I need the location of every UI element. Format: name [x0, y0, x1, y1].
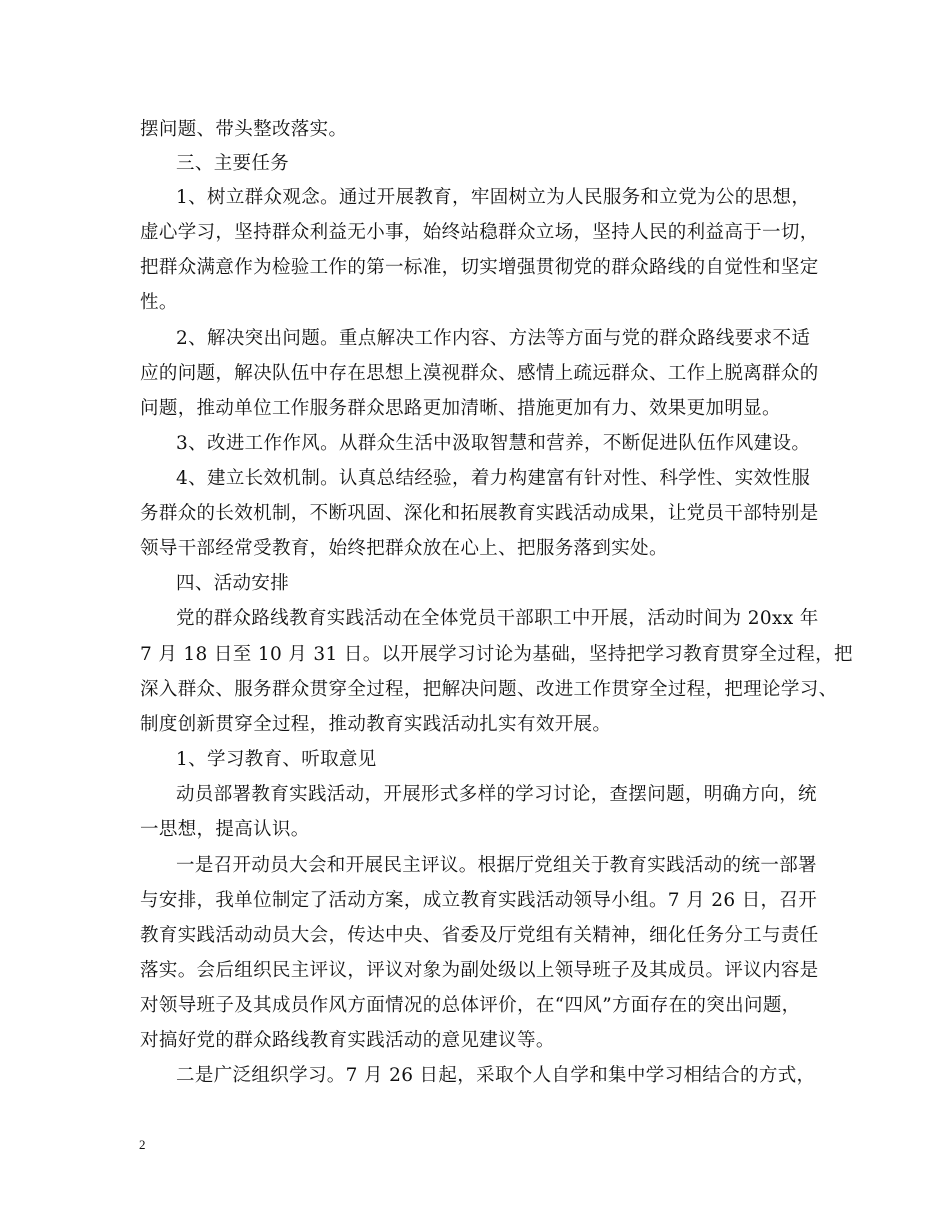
body-line: 落实。会后组织民主评议，评议对象为副处级以上领导班子及其成员。评议内容是	[140, 960, 819, 981]
body-line: 问题，推动单位工作服务群众思路更加清晰、措施更加有力、效果更加明显。	[140, 398, 781, 419]
body-line: 动员部署教育实践活动，开展形式多样的学习讨论，查摆问题，明确方向，统	[176, 784, 817, 805]
body-line: 深入群众、服务群众贯穿全过程，把解决问题、改进工作贯穿全过程，把理论学习、	[140, 679, 838, 700]
body-line: 与安排，我单位制定了活动方案，成立教育实践活动领导小组。7 月 26 日，召开	[140, 890, 818, 911]
body-line: 党的群众路线教育实践活动在全体党员干部职工中开展，活动时间为 20xx 年	[176, 608, 819, 629]
body-line: 7 月 18 日至 10 月 31 日。以开展学习讨论为基础，坚持把学习教育贯穿全过程，把	[140, 644, 853, 665]
body-line: 4、建立长效机制。认真总结经验，着力构建富有针对性、科学性、实效性服	[176, 468, 811, 489]
body-line: 对领导班子及其成员作风方面情况的总体评价，在“四风”方面存在的突出问题，	[140, 995, 801, 1016]
body-line: 务群众的长效机制，不断巩固、深化和拓展教育实践活动成果，让党员干部特别是	[140, 503, 819, 524]
body-line: 把群众满意作为检验工作的第一标准，切实增强贯彻党的群众路线的自觉性和坚定	[140, 257, 819, 278]
section-heading: 四、活动安排	[176, 573, 290, 594]
page-number: 2	[139, 1137, 146, 1152]
body-line: 应的问题，解决队伍中存在思想上漠视群众、感情上疏远群众、工作上脱离群众的	[140, 363, 819, 384]
body-line: 1、树立群众观念。通过开展教育，牢固树立为人民服务和立党为公的思想，	[176, 187, 811, 208]
body-line: 3、改进工作作风。从群众生活中汲取智慧和营养，不断促进队伍作风建设。	[176, 433, 811, 454]
body-line: 制度创新贯穿全过程，推动教育实践活动扎实有效开展。	[140, 714, 612, 735]
body-line: 一思想，提高认识。	[140, 819, 310, 840]
body-line: 摆问题、带头整改落实。	[140, 119, 348, 140]
body-line: 2、解决突出问题。重点解决工作内容、方法等方面与党的群众路线要求不适	[176, 328, 811, 349]
subsection-heading: 1、学习教育、听取意见	[176, 749, 377, 770]
body-line: 性。	[140, 292, 178, 313]
body-line: 一是召开动员大会和开展民主评议。根据厅党组关于教育实践活动的统一部署	[176, 855, 817, 876]
body-line: 领导干部经常受教育，始终把群众放在心上、把服务落到实处。	[140, 538, 668, 559]
body-line: 虚心学习，坚持群众利益无小事，始终站稳群众立场，坚持人民的利益高于一切，	[140, 222, 819, 243]
body-line: 二是广泛组织学习。7 月 26 日起，采取个人自学和集中学习相结合的方式，	[176, 1065, 816, 1086]
body-line: 教育实践活动动员大会，传达中央、省委及厅党组有关精神，细化任务分工与责任	[140, 925, 819, 946]
section-heading: 三、主要任务	[176, 153, 290, 174]
body-line: 对搞好党的群众路线教育实践活动的意见建议等。	[140, 1030, 555, 1051]
